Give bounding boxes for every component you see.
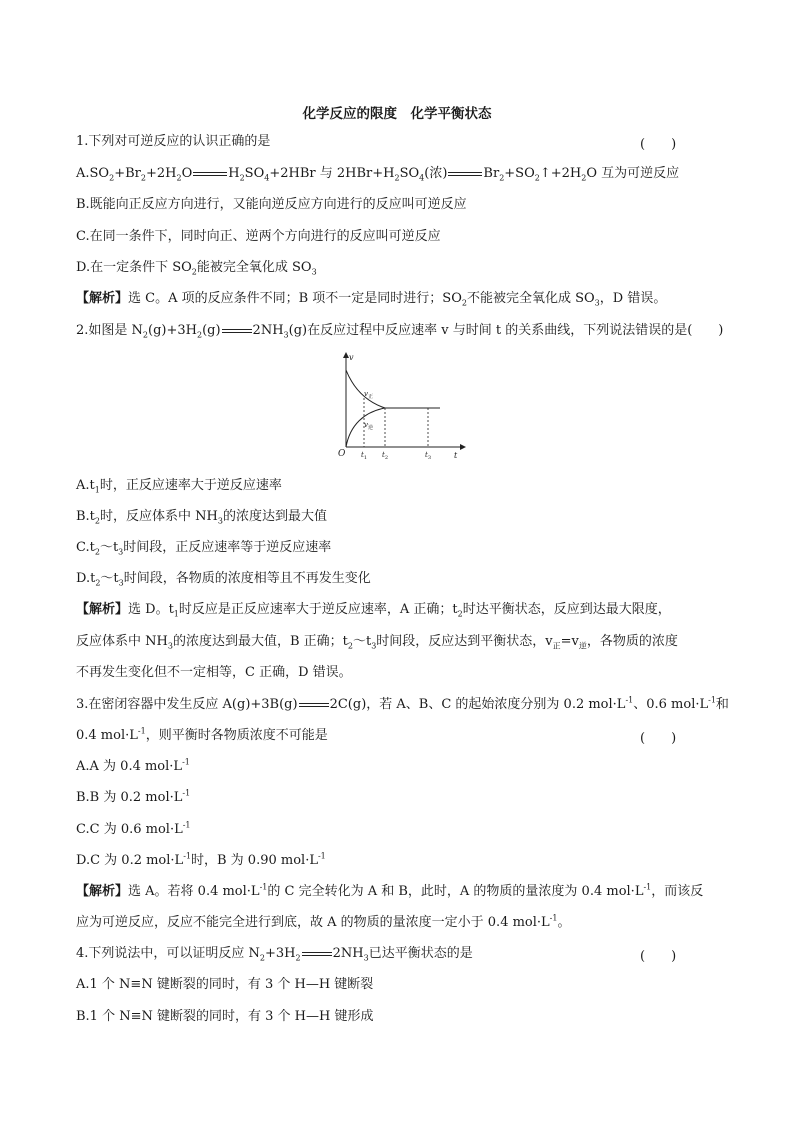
- q2-option-d: $D.t_2\sim t_3$时间段，各物质的浓度相等且不再发生变化: [76, 571, 371, 588]
- q3-option-b: B.B 为 0.2 $mol\cdot L^{-1}$: [76, 788, 191, 805]
- t1-tick-label: $t_1$: [361, 451, 368, 461]
- q2-option-c: $C.t_2\sim t_3$时间段，正反应速率等于逆反应速率: [76, 540, 332, 557]
- equals-arrow-icon: [193, 172, 227, 176]
- equals-arrow-icon: [448, 172, 482, 176]
- forward-rate-curve: [346, 370, 440, 408]
- q4-answer-blank: ( ): [640, 949, 677, 964]
- q3-analysis-line-1: 【解析】选 A。若将 0.4 $mol\cdot L^{-1}$的 C 完全转化为 A 和 B，此时，A 的物质的量浓度为 0.4 $mol\cdot L^{-1}$，而该反: [76, 882, 704, 899]
- q4-option-a: A.1 个 N≡N 键断裂的同时，有 3 个 H—H 键断裂: [76, 977, 374, 992]
- q2-option-a: $A.t_1$时，正反应速率大于逆反应速率: [76, 478, 282, 495]
- q1-option-c: C.在同一条件下，同时向正、逆两个方向进行的反应叫可逆反应: [76, 229, 441, 244]
- q2-stem: 2.如图是 $N_2(g)+3H_2(g)$ $2NH_3(g)$在反应过程中反应速率 v 与时间 t 的关系曲线，下列说法错误的是( ): [76, 323, 724, 340]
- q3-stem-line-2: 0.4 $mol\cdot L^{-1}$，则平衡时各物质浓度不可能是: [76, 726, 328, 743]
- q3-answer-blank: ( ): [640, 731, 677, 746]
- q3-stem-line-1: 3.在密闭容器中发生反应 A(g)+3B(g) 2C(g)，若 A、B、C 的起始浓度分别为 0.2 $mol\cdot L^{-1}$、0.6 $mol\cdot L^{-1}$和: [76, 695, 729, 712]
- t3-tick-label: $t_3$: [425, 451, 432, 461]
- v-reverse-label: $v_逆$: [364, 421, 373, 431]
- q3-analysis-line-2: 应为可逆反应，反应不能完全进行到底，故 A 的物质的量浓度一定小于 0.4 $mol\cdot L^{-1}$。: [76, 913, 571, 930]
- q3-option-c: C.C 为 0.6 $mol\cdot L^{-1}$: [76, 820, 191, 837]
- reversible-arrow-icon: [299, 703, 329, 707]
- q2-option-b: $B.t_2$时，反应体系中 $NH_3$的浓度达到最大值: [76, 509, 327, 526]
- q1-option-b: B.既能向正反应方向进行，又能向逆反应方向进行的反应叫可逆反应: [76, 197, 467, 212]
- q2-analysis-line-1: 【解析】选 D。$t_1$时反应是正反应速率大于逆反应速率，A 正确；$t_2$时达平衡状态，反应到达最大限度，: [76, 602, 671, 619]
- q4-option-b: B.1 个 N≡N 键断裂的同时，有 3 个 H—H 键形成: [76, 1009, 374, 1024]
- rate-time-graph: [332, 350, 472, 462]
- q3-option-d: D.C 为 0.2 $mol\cdot L^{-1}$时，B 为 0.90 $mol\cdot L^{-1}$: [76, 851, 326, 868]
- q4-stem: 4.下列说法中，可以证明反应 $N_2+3H_2$ $2NH_3$已达平衡状态的是: [76, 946, 473, 963]
- page-title: 化学反应的限度 化学平衡状态: [302, 106, 492, 122]
- t2-tick-label: $t_2$: [382, 451, 389, 461]
- x-axis-arrow-icon: [460, 444, 466, 450]
- y-axis-label: v: [349, 353, 354, 362]
- q3-option-a: A.A 为 0.4 $mol\cdot L^{-1}$: [76, 757, 190, 774]
- v-forward-label: $v_正$: [364, 390, 373, 400]
- origin-label: O: [338, 449, 346, 459]
- q1-analysis: 【解析】选 C。A 项的反应条件不同；B 项不一定是同时进行；$SO_2$不能被完全氧化成 $SO_3$，D 错误。: [76, 291, 667, 308]
- q1-option-a: $A.SO_2+Br_2+2H_2O$ $H_2SO_4+2HBr$ 与 $2HBr+H_2SO_4$(浓) $Br_2+SO_2↑+2H_2O$ 互为可逆反应: [76, 166, 680, 183]
- reversible-arrow-icon: [222, 329, 252, 333]
- q2-analysis-line-2: 反应体系中 $NH_3$的浓度达到最大值，B 正确；$t_2\sim t_3$时间段，反应达到平衡状态，$v_正=v_逆$，各物质的浓度: [76, 634, 678, 651]
- q1-answer-blank: ( ): [640, 137, 677, 152]
- reversible-arrow-icon: [302, 952, 332, 956]
- x-axis-label: t: [454, 451, 458, 460]
- q1-stem: 1.下列对可逆反应的认识正确的是: [76, 134, 271, 149]
- q2-analysis-line-3: 不再发生变化但不一定相等，C 正确，D 错误。: [76, 665, 352, 680]
- q1-option-d: D.在一定条件下 $SO_2$能被完全氧化成 $SO_3$: [76, 260, 317, 277]
